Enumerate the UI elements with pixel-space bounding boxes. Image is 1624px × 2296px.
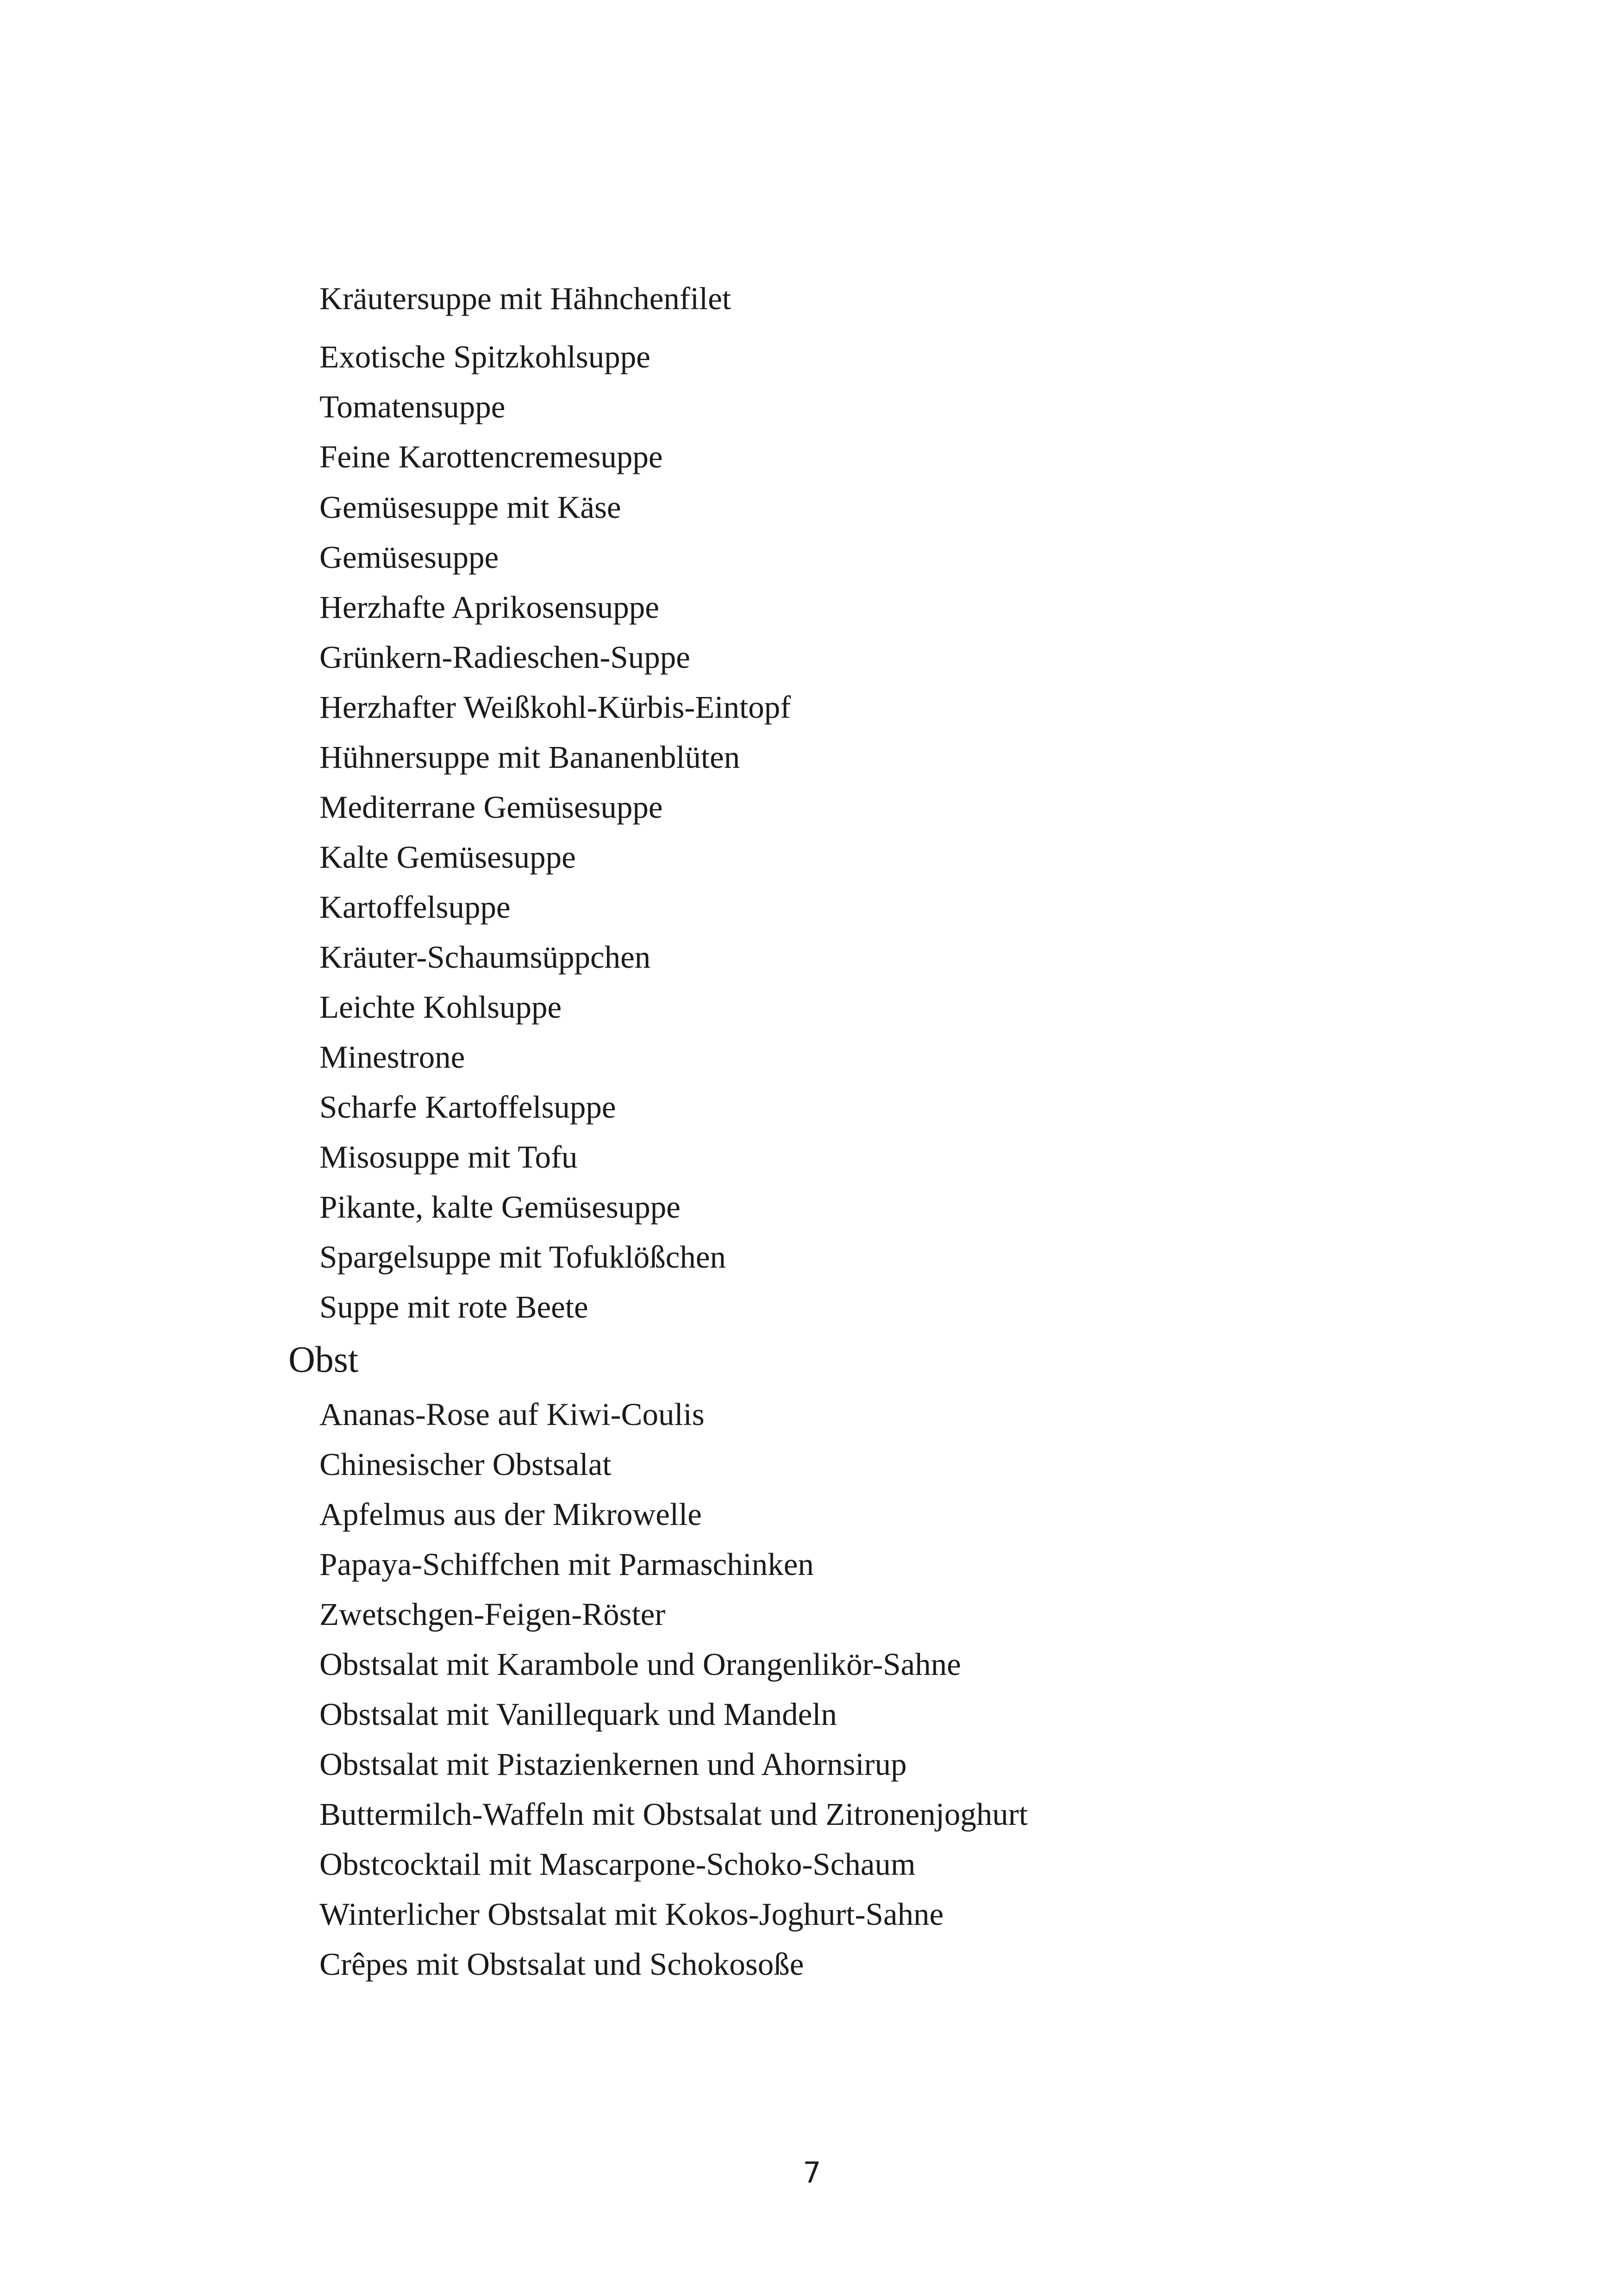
toc-entry-title: Herzhafter Weißkohl-Kürbis-Eintopf <box>319 690 791 725</box>
toc-entry-title: Winterlicher Obstsalat mit Kokos-Joghurt-Sahne <box>319 1897 944 1932</box>
toc-section-title: Obst <box>288 1339 359 1380</box>
toc-entry-title: Gemüsesuppe mit Käse <box>319 490 621 525</box>
toc-entry-title: Buttermilch-Waffeln mit Obstsalat und Zitronenjoghurt <box>319 1797 1028 1832</box>
toc-entry-title: Exotische Spitzkohlsuppe <box>319 339 650 374</box>
toc-entry-title: Herzhafte Aprikosensuppe <box>319 590 659 625</box>
toc-entry-title: Apfelmus aus der Mikrowelle <box>319 1497 702 1532</box>
toc-entry-title: Ananas-Rose auf Kiwi-Coulis <box>319 1397 705 1432</box>
toc-entry-title: Zwetschgen-Feigen-Röster <box>319 1597 666 1632</box>
toc-entry-title: Suppe mit rote Beete <box>319 1289 588 1325</box>
toc-entry-title: Scharfe Kartoffelsuppe <box>319 1089 616 1125</box>
toc-entry-title: Crêpes mit Obstsalat und Schokosoße <box>319 1947 804 1982</box>
toc-entry-title: Mediterrane Gemüsesuppe <box>319 790 663 825</box>
toc-entry-title: Spargelsuppe mit Tofuklößchen <box>319 1239 726 1275</box>
page-number: 7 <box>803 2156 821 2190</box>
toc-entry-title: Gemüsesuppe <box>319 540 499 575</box>
toc-entry-title: Kartoffelsuppe <box>319 890 511 925</box>
toc-entry-title: Grünkern-Radieschen-Suppe <box>319 640 690 675</box>
toc-entry-title: Kräutersuppe mit Hähnchenfilet <box>319 281 731 316</box>
toc-entry-title: Leichte Kohlsuppe <box>319 989 562 1025</box>
toc-entry-title: Chinesischer Obstsalat <box>319 1447 612 1482</box>
toc-entry-title: Papaya-Schiffchen mit Parmaschinken <box>319 1547 814 1582</box>
toc-entry-title: Feine Karottencremesuppe <box>319 439 663 474</box>
toc-entry-title: Obstsalat mit Karambole und Orangenlikör-Sahne <box>319 1647 961 1682</box>
toc-entry-title: Misosuppe mit Tofu <box>319 1139 578 1175</box>
toc-entry-title: Hühnersuppe mit Bananenblüten <box>319 740 740 775</box>
toc-entry-title: Obstsalat mit Vanillequark und Mandeln <box>319 1697 837 1732</box>
toc-entry-title: Kräuter-Schaumsüppchen <box>319 940 651 975</box>
toc-entry-title: Tomatensuppe <box>319 389 506 424</box>
toc-entry-title: Obstsalat mit Pistazienkernen und Ahornsirup <box>319 1747 907 1782</box>
toc-entry-title: Obstcocktail mit Mascarpone-Schoko-Schaum <box>319 1847 916 1882</box>
toc-entry-title: Minestrone <box>319 1039 465 1075</box>
toc-entry-title: Pikante, kalte Gemüsesuppe <box>319 1189 681 1225</box>
toc-entry-title: Kalte Gemüsesuppe <box>319 840 576 875</box>
